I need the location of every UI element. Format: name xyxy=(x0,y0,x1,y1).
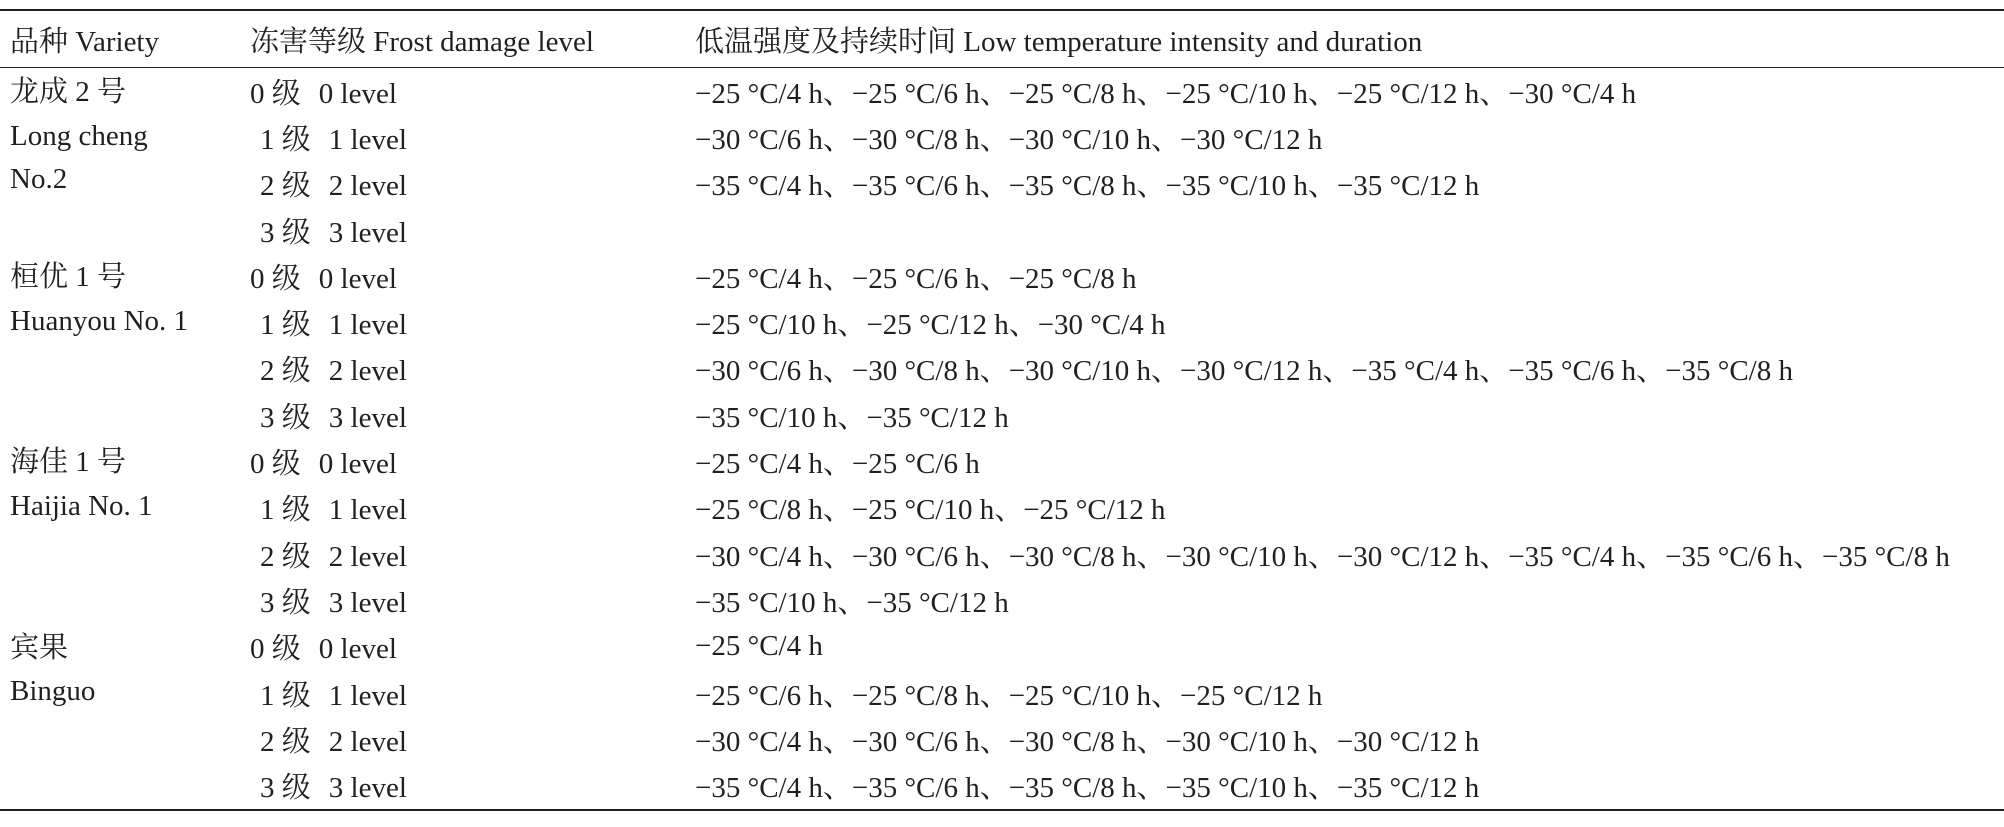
header-temperature-duration: 低温强度及持续时间 Low temperature intensity and duration xyxy=(695,25,1423,58)
temperature-duration-cell: −25 °C/4 h、−25 °C/6 h、−25 °C/8 h、−25 °C/10 h、−25 °C/12 h、−30 °C/4 h xyxy=(695,77,1637,110)
data-table-body xyxy=(0,68,2004,809)
temperature-duration-cell: −35 °C/10 h、−35 °C/12 h xyxy=(695,401,1009,434)
level-cn: 0 级 xyxy=(250,77,301,110)
frost-level-cell xyxy=(250,624,695,670)
header-variety: 品种 Variety xyxy=(10,25,159,58)
frost-level-cell xyxy=(250,577,695,623)
table-row xyxy=(0,207,2004,253)
data-table xyxy=(0,11,2004,67)
variety-name-name-en-1: Long cheng xyxy=(10,119,148,152)
level-cn: 2 级 xyxy=(260,170,311,203)
temperature-duration-cell: −25 °C/8 h、−25 °C/10 h、−25 °C/12 h xyxy=(695,494,1166,527)
temperature-duration-cell: −30 °C/6 h、−30 °C/8 h、−30 °C/10 h、−30 °C/12 h xyxy=(695,123,1323,156)
frost-level-cell xyxy=(250,670,695,716)
variety-name-name-cn: 海佳 1 号 xyxy=(10,446,127,479)
level-en: 3 level xyxy=(328,586,407,619)
temperature-duration-cell: −30 °C/4 h、−30 °C/6 h、−30 °C/8 h、−30 °C/10 h、−30 °C/12 h、−35 °C/4 h、−35 °C/6 h、−35 °C/8 h xyxy=(695,540,1950,573)
level-en: 0 level xyxy=(318,262,397,295)
table-row xyxy=(0,670,2004,716)
variety-name-name-cn: 桓优 1 号 xyxy=(10,261,127,294)
variety-name-name-en-1: Huanyou No. 1 xyxy=(10,304,189,337)
level-en: 3 level xyxy=(328,216,407,249)
level-en: 2 level xyxy=(328,355,407,388)
level-en: 3 level xyxy=(328,401,407,434)
level-en: 0 level xyxy=(318,633,397,666)
temperature-duration-cell: −25 °C/4 h xyxy=(695,630,823,663)
temperature-duration-cell: −25 °C/4 h、−25 °C/6 h xyxy=(695,448,980,481)
temperature-duration-cell: −30 °C/6 h、−30 °C/8 h、−30 °C/10 h、−30 °C/12 h、−35 °C/4 h、−35 °C/6 h、−35 °C/8 h xyxy=(695,355,1793,388)
variety-cell xyxy=(0,253,250,438)
level-en: 0 level xyxy=(318,448,397,481)
level-en: 3 level xyxy=(328,772,407,805)
level-cn: 1 级 xyxy=(260,679,311,712)
level-cn: 2 级 xyxy=(260,540,311,573)
temperature-duration-cell: −25 °C/6 h、−25 °C/8 h、−25 °C/10 h、−25 °C/12 h xyxy=(695,679,1323,712)
level-cn: 2 级 xyxy=(260,355,311,388)
frost-level-cell xyxy=(250,346,695,392)
level-en: 1 level xyxy=(328,679,407,712)
variety-cell xyxy=(0,438,250,623)
level-cn: 3 级 xyxy=(260,772,311,805)
frost-level-cell xyxy=(250,68,695,114)
variety-name-name-cn: 龙成 2 号 xyxy=(10,76,127,108)
table-row xyxy=(0,577,2004,623)
level-cn: 3 级 xyxy=(260,216,311,249)
frost-level-cell xyxy=(250,299,695,345)
level-cn: 3 级 xyxy=(260,586,311,619)
level-cn: 1 级 xyxy=(260,494,311,527)
table-row xyxy=(0,161,2004,207)
frost-level-cell xyxy=(250,531,695,577)
temperature-duration-cell: −25 °C/10 h、−25 °C/12 h、−30 °C/4 h xyxy=(695,309,1166,342)
table-row xyxy=(0,392,2004,438)
frost-level-cell xyxy=(250,485,695,531)
table-bottom-rule xyxy=(0,809,2004,811)
temperature-duration-cell: −35 °C/10 h、−35 °C/12 h xyxy=(695,586,1009,619)
temperature-duration-cell: −25 °C/4 h、−25 °C/6 h、−25 °C/8 h xyxy=(695,262,1137,295)
frost-level-cell xyxy=(250,762,695,808)
level-en: 2 level xyxy=(328,540,407,573)
frost-level-cell xyxy=(250,207,695,253)
table-row xyxy=(0,438,2004,484)
table-row xyxy=(0,485,2004,531)
level-cn: 0 级 xyxy=(250,262,301,295)
level-cn: 3 级 xyxy=(260,401,311,434)
level-cn: 1 级 xyxy=(260,123,311,156)
frost-level-cell xyxy=(250,438,695,484)
frost-level-cell xyxy=(250,114,695,160)
table-row xyxy=(0,531,2004,577)
level-en: 2 level xyxy=(328,170,407,203)
level-cn: 2 级 xyxy=(260,725,311,758)
frost-level-cell xyxy=(250,253,695,299)
table-row xyxy=(0,762,2004,808)
level-en: 1 level xyxy=(328,494,407,527)
level-en: 2 level xyxy=(328,725,407,758)
level-cn: 0 级 xyxy=(250,633,301,666)
table-row xyxy=(0,299,2004,345)
table-row xyxy=(0,68,2004,114)
temperature-duration-cell: −30 °C/4 h、−30 °C/6 h、−30 °C/8 h、−30 °C/10 h、−30 °C/12 h xyxy=(695,725,1480,758)
variety-cell xyxy=(0,624,250,809)
level-en: 0 level xyxy=(318,77,397,110)
variety-name-name-cn: 宾果 xyxy=(10,631,69,664)
level-cn: 0 级 xyxy=(250,448,301,481)
temperature-duration-cell: −35 °C/4 h、−35 °C/6 h、−35 °C/8 h、−35 °C/10 h、−35 °C/12 h xyxy=(695,170,1480,203)
frost-level-cell xyxy=(250,716,695,762)
level-en: 1 level xyxy=(328,123,407,156)
table-row xyxy=(0,346,2004,392)
variety-name-name-en-1: Haijia No. 1 xyxy=(10,489,153,522)
table-row xyxy=(0,253,2004,299)
table-row xyxy=(0,624,2004,670)
header-frost-level: 冻害等级 Frost damage level xyxy=(250,25,594,58)
table-row xyxy=(0,114,2004,160)
level-cn: 1 级 xyxy=(260,309,311,342)
variety-name-name-en-2: No.2 xyxy=(10,163,68,195)
variety-cell xyxy=(0,68,250,253)
frost-damage-table xyxy=(0,9,2004,811)
table-row xyxy=(0,716,2004,762)
temperature-duration-cell xyxy=(695,207,2004,253)
frost-level-cell xyxy=(250,392,695,438)
header-row xyxy=(0,11,2004,67)
temperature-duration-cell: −35 °C/4 h、−35 °C/6 h、−35 °C/8 h、−35 °C/10 h、−35 °C/12 h xyxy=(695,772,1480,805)
level-en: 1 level xyxy=(328,309,407,342)
variety-name-name-en-1: Binguo xyxy=(10,675,96,708)
frost-level-cell xyxy=(250,161,695,207)
